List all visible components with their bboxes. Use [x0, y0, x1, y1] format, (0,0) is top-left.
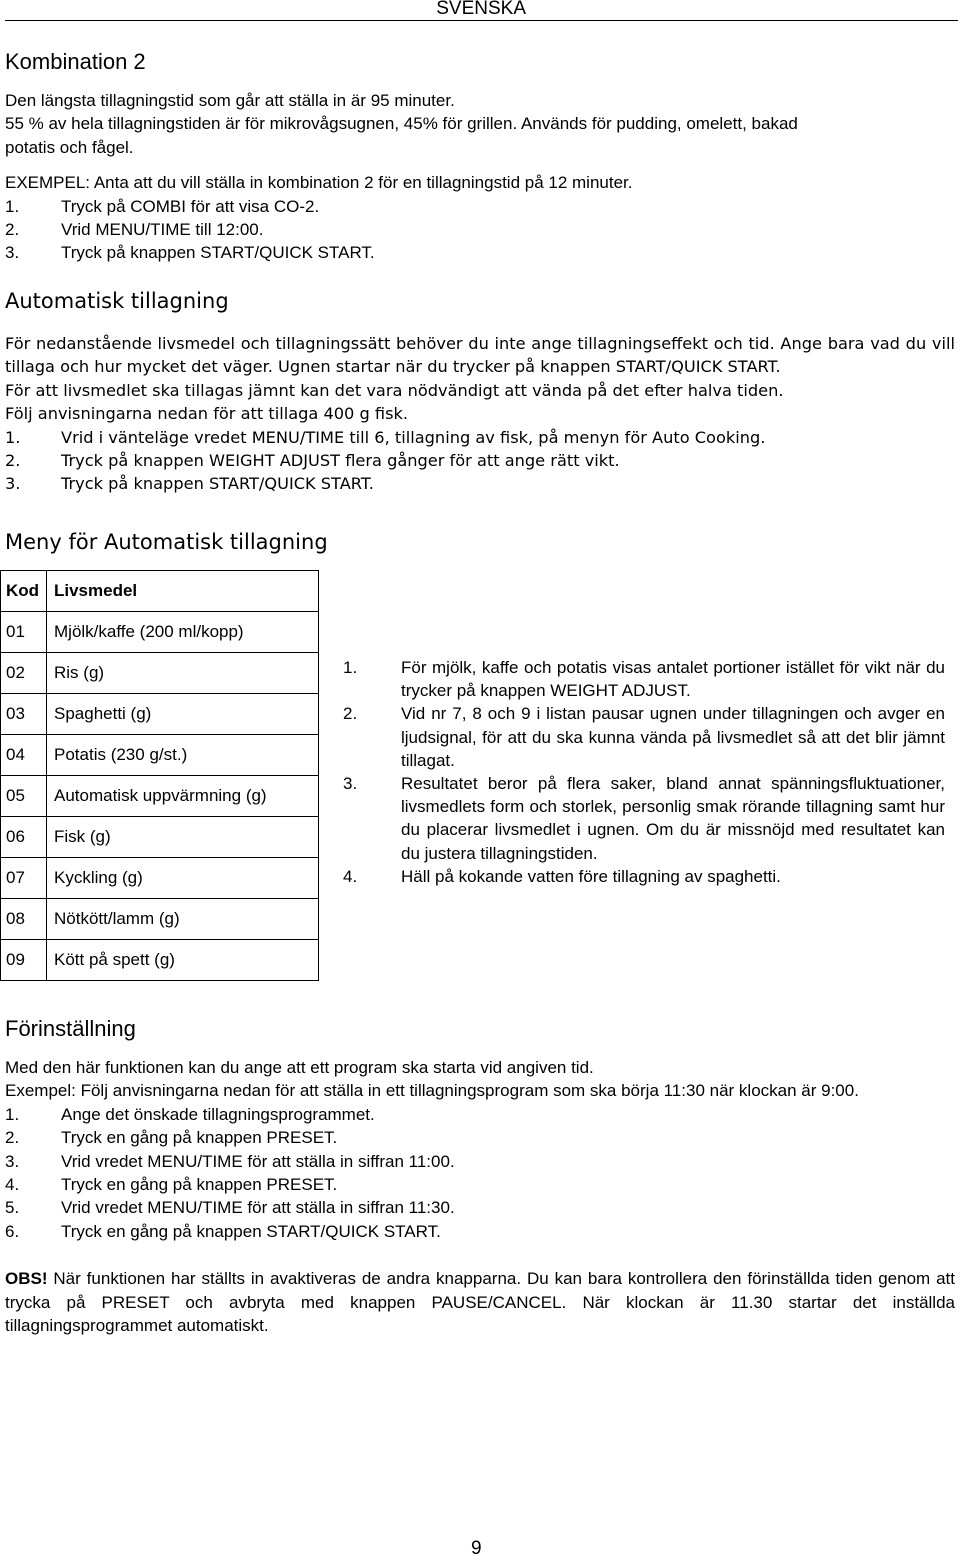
- kombination2-step: 2. Vrid MENU/TIME till 12:00.: [5, 220, 264, 240]
- automatisk-step: 3. Tryck på knappen START/QUICK START.: [5, 474, 374, 494]
- header-cell-code: Kod: [1, 571, 47, 612]
- kombination2-line: 55 % av hela tillagningstiden är för mikrovågsugnen, 45% för grillen. Används för pudding, omelett, bakad: [5, 114, 798, 134]
- table-row: 08 Nötkött/lamm (g): [1, 899, 320, 940]
- menu-table: [0, 570, 319, 981]
- table-row: 06 Fisk (g): [1, 817, 320, 858]
- automatisk-body: [5, 332, 955, 496]
- table-row: 07 Kyckling (g): [1, 858, 320, 899]
- forinstallning-intro: Med den här funktionen kan du ange att ett program ska starta vid angiven tid.: [5, 1058, 594, 1077]
- automatisk-paragraph: För att livsmedlet ska tillagas jämnt kan det vara nödvändigt att vända på det efter halva tiden.: [5, 380, 784, 400]
- kombination2-line: potatis och fågel.: [5, 137, 134, 157]
- example-text: Anta att du vill ställa in kombination 2 för en tillagningstid på 12 minuter.: [90, 173, 633, 193]
- forinstallning-step: 3. Vrid vredet MENU/TIME för att ställa in siffran 11:00.: [5, 1151, 455, 1171]
- menu-heading: Meny för Automatisk tillagning: [5, 530, 328, 554]
- automatisk-step: 1. Vrid i vänteläge vredet MENU/TIME till 6, tillagning av fisk, på menyn för Auto Cooking.: [5, 427, 766, 447]
- automatisk-step: 2. Tryck på knappen WEIGHT ADJUST flera gånger för att ange rätt vikt.: [5, 451, 620, 471]
- header-cell-food: Livsmedel: [47, 571, 319, 612]
- table-row: 09 Kött på spett (g): [1, 940, 320, 981]
- language-label: SVENSKA: [436, 0, 526, 19]
- forinstallning-example: Exempel: Följ anvisningarna nedan för att ställa in ett tillagningsprogram som ska börja 11:30 när klockan är 9:00.: [5, 1081, 859, 1101]
- note-item: 3. Resultatet beror på flera saker, bland annat spänningsfluktuationer, livsmedlets form och storlek, personlig smak rörande tillagning samt hur du placerar livsmedlet i ugnen. Om du är missnöjd med resultatet kan du justera tillagningstiden.: [343, 774, 945, 863]
- table-row: 01 Mjölk/kaffe (200 ml/kopp): [1, 612, 320, 653]
- note-item: 2. Vid nr 7, 8 och 9 i listan pausar ugnen under tillagningen och avger en ljudsignal, för att du ska kunna vända på livsmedlet så att det blir jämnt tillagat.: [343, 704, 945, 770]
- forinstallning-step: 5. Vrid vredet MENU/TIME för att ställa in siffran 11:30.: [5, 1198, 455, 1218]
- header-rule: [5, 20, 958, 21]
- forinstallning-body: [5, 1056, 955, 1337]
- forinstallning-step: 4. Tryck en gång på knappen PRESET.: [5, 1175, 338, 1195]
- kombination2-example: [5, 171, 955, 194]
- kombination2-body: [5, 89, 955, 265]
- kombination2-line: Den längsta tillagningstid som går att ställa in är 95 minuter.: [5, 91, 455, 110]
- automatisk-paragraph: För nedanstående livsmedel och tillagningssätt behöver du inte ange tillagningseffekt och tid. Ange bara vad du vill tillaga och hur mycket det väger. Ugnen startar när du trycker på knappen START/QUICK START.: [5, 334, 955, 377]
- table-row: 04 Potatis (230 g/st.): [1, 735, 320, 776]
- table-row: 03 Spaghetti (g): [1, 694, 320, 735]
- page-number: 9: [471, 1538, 482, 1559]
- automatisk-heading: Automatisk tillagning: [5, 289, 229, 313]
- table-row: 02 Ris (g): [1, 653, 320, 694]
- automatisk-paragraph: Följ anvisningarna nedan för att tillaga 400 g fisk.: [5, 404, 409, 424]
- forinstallning-step: 1. Ange det önskade tillagningsprogrammet.: [5, 1104, 375, 1124]
- forinstallning-step: 6. Tryck en gång på knappen START/QUICK START.: [5, 1221, 441, 1241]
- table-header-row: [1, 571, 320, 612]
- forinstallning-heading: Förinställning: [5, 1016, 136, 1041]
- example-label: EXEMPEL:: [5, 173, 91, 193]
- obs-note: [5, 1267, 955, 1337]
- obs-label: OBS!: [5, 1269, 48, 1289]
- note-item: 4. Häll på kokande vatten före tillagning av spaghetti.: [343, 866, 781, 886]
- forinstallning-step: 2. Tryck en gång på knappen PRESET.: [5, 1128, 338, 1148]
- kombination2-step: 3. Tryck på knappen START/QUICK START.: [5, 243, 375, 263]
- kombination2-heading: Kombination 2: [5, 49, 146, 74]
- table-row: 05 Automatisk uppvärmning (g): [1, 776, 320, 817]
- kombination2-step: 1. Tryck på COMBI för att visa CO-2.: [5, 196, 320, 216]
- note-item: 1. För mjölk, kaffe och potatis visas antalet portioner istället för vikt när du trycker på knappen WEIGHT ADJUST.: [343, 658, 945, 701]
- obs-text: När funktionen har ställts in avaktiveras de andra knapparna. Du kan bara kontrollera den förinställda tiden genom att trycka på PRESET och avbryta med knappen PAUSE/CANCEL. När klockan är 11.30 startar det inställda tillagningsprogrammet automatiskt.: [5, 1269, 955, 1336]
- menu-notes: [343, 656, 945, 888]
